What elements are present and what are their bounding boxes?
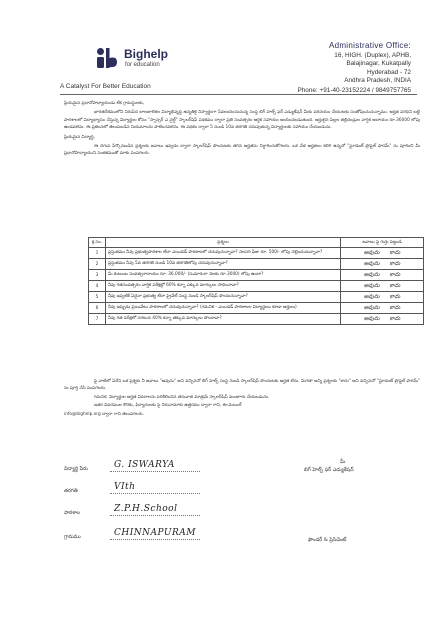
row-question: మీ కుటుంబ సంవత్సరాదాయం రూ. 36,000/- (సుమారుగా నెలకు రూ.3000) లోపు ఉందా?	[106, 270, 341, 281]
header-question: ప్రశ్నలు	[106, 238, 341, 248]
row-answer	[341, 248, 424, 259]
answer-no: కాదు	[389, 305, 401, 311]
row-answer	[341, 281, 424, 292]
address-line: 16, HIGH. (Duplex), APHB,	[334, 52, 411, 60]
row-number: 7	[89, 314, 106, 325]
logo-name: Bighelp	[124, 47, 168, 61]
contact-email: info@bighelp.org ద్వారా గాని తెలుపగలరు.	[64, 411, 144, 417]
answer-no: కాదు	[389, 283, 401, 289]
table-row	[89, 248, 424, 259]
table-row	[89, 281, 424, 292]
tagline: A Catalyst For Better Education	[60, 83, 151, 90]
student-name-field	[64, 460, 175, 473]
row-answer	[341, 303, 424, 314]
answer-no: కాదు	[389, 261, 401, 267]
village-value: CHINNAPURAM	[114, 528, 197, 538]
school-value: Z.P.H.School	[114, 504, 178, 514]
row-answer	[341, 270, 424, 281]
row-question: ప్రస్తుతము నీవు 5వ తరగతి నుండి 10వ తరగతిలోపు చదువుచున్నావా?	[106, 259, 341, 270]
class-field	[64, 482, 136, 495]
answer-no: కాదు	[389, 316, 401, 322]
row-number: 2	[89, 259, 106, 270]
row-number: 1	[89, 248, 106, 259]
row-answer	[341, 292, 424, 303]
answer-yes: అవును	[363, 250, 380, 256]
table-row	[89, 303, 424, 314]
note-paragraph: గమనిక: విద్యార్థుల అర్హత వివరాలను పరిశీలించిన తరువాత మాత్రమే స్కాలర్‌షిప్ మంజూరు చేయబడును.	[94, 394, 270, 400]
row-number: 6	[89, 303, 106, 314]
eligibility-table	[88, 237, 424, 325]
logo-subtitle: for education	[125, 62, 160, 68]
student-name-label: విద్యార్థి పేరు	[64, 466, 88, 472]
answer-no: కాదు	[389, 272, 401, 278]
row-number: 5	[89, 292, 106, 303]
table-row	[89, 259, 424, 270]
row-question: నీవు ఇప్పటికే ఏదైనా ప్రభుత్వ లేదా ప్రైవేట్ సంస్థ నుండి స్కాలర్‌షిప్ పొందుచున్నావా?	[106, 292, 341, 303]
office-phone: Phone: +91-40-23152224 / 9849757765	[297, 87, 411, 95]
field-line	[110, 471, 200, 472]
row-answer	[341, 259, 424, 270]
result-paragraph: పై వాటిలో ఏదేని ఒక ప్రశ్నకు నీ జవాబు "అవును" అని వచ్చినచో బిగ్ హెల్ప్ సంస్థ నుండి స్కాలర్‌షిప్ పొందుటకు అర్హత లేదు. మిగతా అన్ని ప్రశ్నలకు "కాదు" అని వచ్చినచో "స్టూడెంట్ ప్రొఫైల్ ఫారమ్" ను పూర్తి చేసి పంపగలరు.	[64, 379, 420, 392]
salutation: ప్రియమైన ప్రధానోపాధ్యాయుడు లేక గ్రామస్థులకు,	[64, 101, 145, 106]
table-row	[89, 314, 424, 325]
row-answer	[341, 314, 424, 325]
village-label: గ్రామము	[64, 534, 81, 540]
address-line: Balajinagar, Kukatpally	[346, 60, 411, 68]
row-question: నీవు ఇప్పుడు ప్రయివేటు పాఠశాలలో చదువుచున్నావా? (గమనిక - ఎయిడెడ్ పాఠశాలల విద్యార్థులు కూడా అర్హులు)	[106, 303, 341, 314]
closing-text	[64, 378, 420, 419]
class-value: VIth	[114, 482, 136, 492]
answer-yes: అవును	[363, 316, 380, 322]
answer-yes: అవును	[363, 261, 380, 267]
row-number: 3	[89, 270, 106, 281]
field-line	[110, 493, 200, 494]
bighelp-logo-icon	[96, 46, 120, 70]
field-line	[110, 515, 200, 516]
answer-no: కాదు	[389, 250, 401, 256]
contact-paragraph: ఇతర వివరముల కొరకు, ఫిర్యాదులకు పై చిరునామాకు ఉత్తరము ద్వారా గాని, ఈ-మెయిల్	[94, 403, 242, 409]
office-address-block	[251, 42, 411, 95]
row-question: నీవు గత పరీక్షలో సగటున 40% కన్నా తక్కువ మార్కులు పొందావా?	[106, 314, 341, 325]
answer-yes: అవును	[363, 305, 380, 311]
village-field	[64, 528, 197, 541]
school-field	[64, 504, 178, 517]
row-question: నీవు గతసంవత్సరం వార్షిక పరీక్షల్లో 60% కన్నా ఎక్కువ మార్కులు సాధించావా?	[106, 281, 341, 292]
bighelp-logo	[96, 46, 236, 76]
answer-yes: అవును	[363, 272, 380, 278]
field-line	[110, 539, 200, 540]
answer-yes: అవును	[363, 294, 380, 300]
school-label: పాఠశాల	[64, 510, 81, 516]
header-divider	[60, 94, 417, 95]
table-row	[89, 270, 424, 281]
student-name-value: G. ISWARYA	[114, 460, 175, 470]
answer-no: కాదు	[389, 294, 401, 300]
intro-paragraph: భారతదేశములోని నిరుపేద బాలబాలికల విద్యాభివృద్ధి ఉన్నతికై నిస్వార్థంగా సేవలందించుచున్న సంస్థ బిగ్ హెల్ప్ ఫర్ ఎడ్యుకేషన్ మీకు పరిచయం చేయుటకు సంతోషించుచున్నాము. అర్హత పరిధిని బట్టి పాఠశాలలో విద్యాభ్యాసం చేస్తున్న విద్యార్థుల కోసం "స్పాన్సర్ ఎ చైల్డ్" స్కాలర్‌షిప్ పథకము ద్వారా ప్రతి సంవత్సరం ఆర్థిక సహాయం అందించబడుతుంది. అర్హులైన పిల్లల తల్లిదండ్రుల వార్షిక ఆదాయం రూ.36000 లోపు ఉండవలెను. ఈ ప్రకటనలో తెలుపబడిన నియమాలను పాటించవలెను. ఈ పథకం ద్వారా 5 నుండి 10వ తరగతి చదువుతున్న విద్యార్థులకు సహాయం చేయబడును.	[64, 110, 420, 131]
office-title: Administrative Office:	[328, 41, 411, 50]
signature-greeting: మీ	[340, 459, 346, 465]
address-line: Andhra Pradesh, INDIA	[344, 76, 411, 84]
signature-organization: బిగ్ హెల్ప్ ఫర్ ఎడ్యుకేషన్	[304, 467, 354, 473]
header-answer: జవాబు పై గుర్తు పెట్టండి	[341, 238, 424, 248]
answer-yes: అవును	[363, 283, 380, 289]
address-line: Hyderabad - 72	[366, 68, 411, 76]
header-serial: క్ర.సం.	[89, 238, 106, 248]
letter-body	[64, 100, 420, 160]
instructions-paragraph: ఈ దిగువ పేర్కొనబడిన ప్రశ్నలకు జవాబు ఇవ్వడం ద్వారా స్కాలర్‌షిప్ పొందుటకు తగిన అర్హతను నిర్ధారించుకోగలరు. ఒక వేళ అర్హతలు కలిగి ఉన్నచో "స్టూడెంట్ ప్రొఫైల్ ఫారమ్" ను పూరించి మీ ప్రధానోపాధ్యాయుని సంతకముతో మాకు పంపగలరు.	[64, 144, 420, 157]
signature-title: ఫౌండర్ & ప్రెసిడెంట్	[308, 537, 347, 543]
student-salutation: ప్రియమైన విద్యార్థి,	[64, 134, 95, 140]
row-number: 4	[89, 281, 106, 292]
row-question: ప్రస్తుతము నీవు ప్రభుత్వపాఠశాల లేదా ఎయిడెడ్ పాఠశాలలో చదువుచున్నావా? నెలసరి ఫీజు రూ. 500/- లోపు చెల్లించుచున్నావా?	[106, 248, 341, 259]
table-header-row	[89, 238, 424, 248]
class-label: తరగతి	[64, 488, 78, 494]
table-row	[89, 292, 424, 303]
